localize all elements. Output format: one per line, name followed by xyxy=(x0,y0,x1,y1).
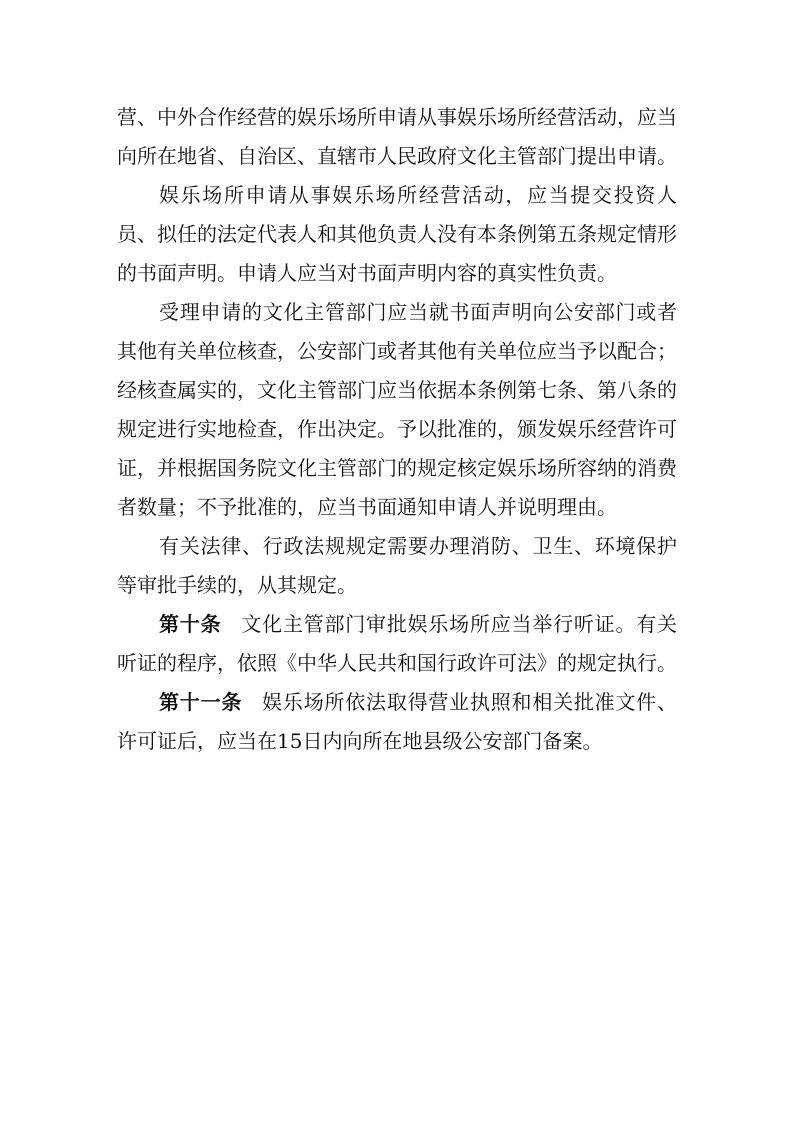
body-text xyxy=(117,98,677,761)
paragraph-continuation xyxy=(117,98,677,176)
article-heading: 第十条 xyxy=(159,612,222,636)
paragraph-text: 受理申请的文化主管部门应当就书面声明向公安部门或者其他有关单位核查，公安部门或者其他有关单位应当予以配合；经核查属实的，文化主管部门应当依据本条例第七条、第八条的规定进行实地检查，作出决定。予以批准的，颁发娱乐经营许可证，并根据国务院文化主管部门的规定核定娱乐场所容纳的消费者数量；不予批准的，应当书面通知申请人并说明理由。 xyxy=(117,300,677,519)
article-11 xyxy=(117,683,677,761)
paragraph-text: 娱乐场所申请从事娱乐场所经营活动，应当提交投资人员、拟任的法定代表人和其他负责人没有本条例第五条规定情形的书面声明。申请人应当对书面声明内容的真实性负责。 xyxy=(117,183,677,285)
paragraph-statement-requirement xyxy=(117,176,677,293)
paragraph-review-procedure xyxy=(117,293,677,527)
paragraph-text: 营、中外合作经营的娱乐场所申请从事娱乐场所经营活动，应当向所在地省、自治区、直辖市人民政府文化主管部门提出申请。 xyxy=(117,105,677,168)
article-heading: 第十一条 xyxy=(159,690,243,714)
article-text: 文化主管部门审批娱乐场所应当举行听证。有关听证的程序，依照《中华人民共和国行政许可法》的规定执行。 xyxy=(117,612,678,675)
article-text: 娱乐场所依法取得营业执照和相关批准文件、许可证后，应当在15日内向所在地县级公安部门备案。 xyxy=(117,690,678,753)
article-10 xyxy=(117,605,677,683)
paragraph-other-approvals xyxy=(117,527,677,605)
paragraph-text: 有关法律、行政法规规定需要办理消防、卫生、环境保护等审批手续的，从其规定。 xyxy=(117,534,677,597)
